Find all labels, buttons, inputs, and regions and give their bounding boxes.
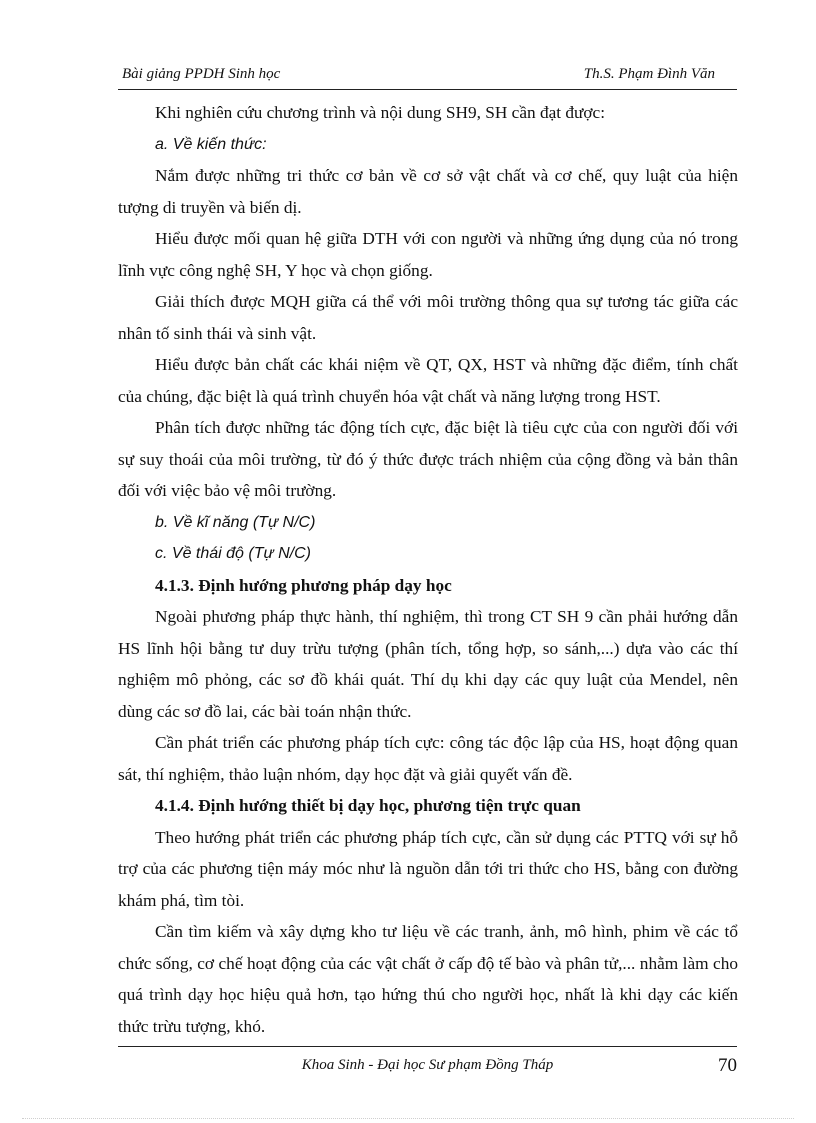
header-author: Th.S. Phạm Đình Văn xyxy=(583,66,715,82)
paragraph-knowledge-4: Hiểu được bản chất các khái niệm về QT, QX, HST và những đặc điểm, tính chất của chúng, đặc biệt là quá trình chuyển hóa vật chất và năng lượng trong HST. xyxy=(118,355,738,406)
document-body xyxy=(118,97,738,1042)
paragraph-knowledge-5: Phân tích được những tác động tích cực, đặc biệt là tiêu cực của con người đối với sự suy thoái của môi trường, từ đó ý thức được trách nhiệm của cộng đồng và bản thân đối với việc bảo vệ môi trường. xyxy=(118,418,738,500)
page-footer xyxy=(118,1055,737,1083)
paragraph-knowledge-2: Hiểu được mối quan hệ giữa DTH với con người và những ứng dụng của nó trong lĩnh vực công nghệ SH, Y học và chọn giống. xyxy=(118,229,738,280)
footer-institution: Khoa Sinh - Đại học Sư phạm Đồng Tháp xyxy=(301,1057,554,1073)
page-number: 70 xyxy=(718,1055,737,1076)
paragraph-equipment-1: Theo hướng phát triển các phương pháp tích cực, cần sử dụng các PTTQ với sự hỗ trợ của các phương tiện máy móc như là nguồn dẫn tới tri thức cho HS, bằng con đường khám phá, tìm tòi. xyxy=(118,827,738,910)
page-header xyxy=(118,66,737,90)
paragraph-knowledge-3: Giải thích được MQH giữa cá thể với môi trường thông qua sự tương tác giữa các nhân tố sinh thái và sinh vật. xyxy=(118,292,738,343)
paragraph-methods-2: Cần phát triển các phương pháp tích cực: công tác độc lập của HS, hoạt động quan sát, thí nghiệm, thảo luận nhóm, dạy học đặt và giải quyết vấn đề. xyxy=(118,733,738,784)
header-divider xyxy=(118,89,737,90)
paragraph-methods-1: Ngoài phương pháp thực hành, thí nghiệm, thì trong CT SH 9 cần phải hướng dẫn HS lĩnh hội bằng tư duy trừu tượng (phân tích, tổng hợp, so sánh,...) dựa vào các thí nghiệm mô phỏng, các sơ đồ khái quát. Thí dụ khi dạy các quy luật của Mendel, nên dùng các sơ đồ lai, các bài toán nhận thức. xyxy=(118,607,738,721)
section-heading-4-1-4: 4.1.4. Định hướng thiết bị dạy học, phương tiện trực quan xyxy=(155,796,581,815)
footer-divider xyxy=(118,1046,737,1047)
paragraph-knowledge-1: Nắm được những tri thức cơ bản về cơ sở vật chất và cơ chế, quy luật của hiện tượng di truyền và biến dị. xyxy=(118,166,738,217)
paragraph-intro: Khi nghiên cứu chương trình và nội dung SH9, SH cần đạt được: xyxy=(155,103,606,122)
paragraph-equipment-2: Cần tìm kiếm và xây dựng kho tư liệu về các tranh, ảnh, mô hình, phim về các tổ chức sống, cơ chế hoạt động của các vật chất ở cấp độ tế bào và phân tử,... nhằm làm cho quá trình dạy học hiệu quả hơn, tạo hứng thú cho người học, nhất là khi dạy các kiến thức trừu tượng, khó. xyxy=(118,922,738,1036)
bottom-page-edge xyxy=(22,1118,794,1119)
header-course-title: Bài giảng PPDH Sinh học xyxy=(122,66,281,82)
section-heading-4-1-3: 4.1.3. Định hướng phương pháp dạy học xyxy=(155,575,452,595)
subheading-skills: b. Về kĩ năng (Tự N/C) xyxy=(155,513,316,531)
subheading-attitude: c. Về thái độ (Tự N/C) xyxy=(155,545,311,562)
subheading-knowledge: a. Về kiến thức: xyxy=(155,135,267,153)
